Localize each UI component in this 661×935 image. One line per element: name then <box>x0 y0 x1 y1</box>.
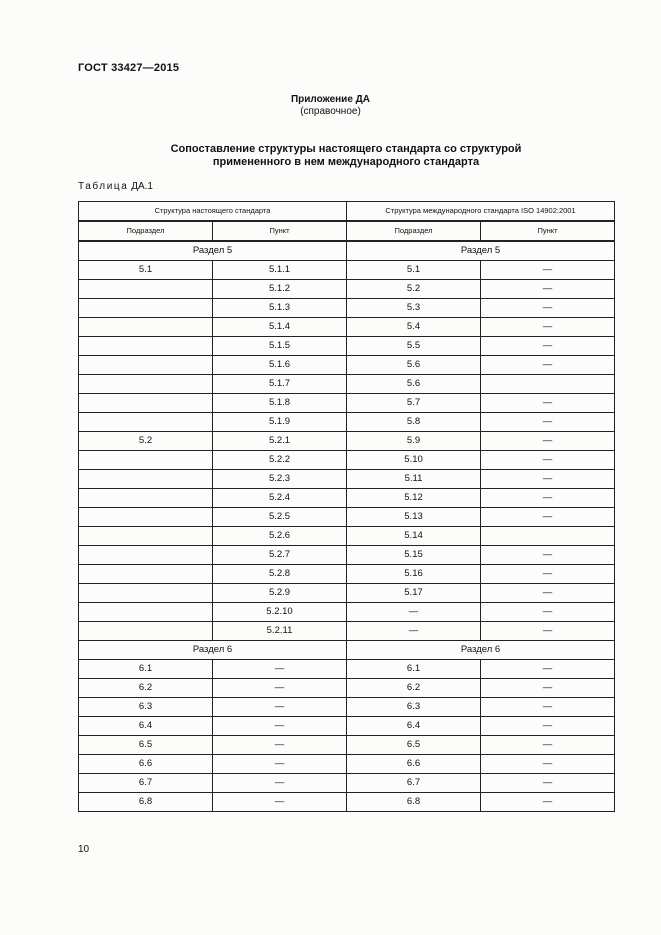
col-header-subsection: Подраздел <box>79 221 213 241</box>
cell-iso-item: — <box>481 280 615 299</box>
cell-item: 5.2.10 <box>213 603 347 622</box>
cell-subsection <box>79 413 213 432</box>
cell-iso-item <box>481 527 615 546</box>
cell-iso-item: — <box>481 736 615 755</box>
cell-iso-subsection: 5.5 <box>347 337 481 356</box>
cell-iso-subsection: 6.3 <box>347 698 481 717</box>
cell-item: 5.2.5 <box>213 508 347 527</box>
cell-iso-item: — <box>481 508 615 527</box>
cell-iso-subsection: 5.15 <box>347 546 481 565</box>
cell-subsection <box>79 280 213 299</box>
table-row <box>79 280 615 299</box>
cell-item: 5.2.3 <box>213 470 347 489</box>
heading-line-1: Сопоставление структуры настоящего стандарта со структурой <box>170 143 522 155</box>
cell-iso-item: — <box>481 698 615 717</box>
table-row <box>79 774 615 793</box>
cell-subsection <box>79 299 213 318</box>
table-row <box>79 584 615 603</box>
cell-subsection: 6.2 <box>79 679 213 698</box>
section-5-right: Раздел 5 <box>347 241 615 261</box>
cell-item: 5.2.8 <box>213 565 347 584</box>
cell-iso-subsection: 6.4 <box>347 717 481 736</box>
cell-subsection: 6.8 <box>79 793 213 812</box>
cell-subsection <box>79 318 213 337</box>
col-group-left: Структура настоящего стандарта <box>79 202 347 222</box>
cell-subsection <box>79 527 213 546</box>
cell-item: 5.2.11 <box>213 622 347 641</box>
cell-item: 5.2.4 <box>213 489 347 508</box>
cell-iso-subsection: 5.6 <box>347 375 481 394</box>
cell-iso-item: — <box>481 299 615 318</box>
standard-id: ГОСТ 33427—2015 <box>78 62 180 74</box>
table-row <box>79 375 615 394</box>
annex-type: (справочное) <box>300 106 361 117</box>
cell-iso-subsection: 6.8 <box>347 793 481 812</box>
annex-header <box>0 94 661 118</box>
cell-subsection <box>79 584 213 603</box>
cell-item: 5.2.1 <box>213 432 347 451</box>
cell-subsection <box>79 565 213 584</box>
section-5-left: Раздел 5 <box>79 241 347 261</box>
cell-iso-subsection: 6.5 <box>347 736 481 755</box>
cell-iso-item: — <box>481 565 615 584</box>
table-group-header-row <box>79 202 615 222</box>
table-column-header-row <box>79 221 615 241</box>
cell-iso-item: — <box>481 489 615 508</box>
cell-iso-subsection: 5.11 <box>347 470 481 489</box>
cell-subsection <box>79 508 213 527</box>
cell-iso-subsection: 5.10 <box>347 451 481 470</box>
cell-iso-subsection: 5.6 <box>347 356 481 375</box>
table-row <box>79 413 615 432</box>
comparison-table-body <box>79 202 615 812</box>
cell-iso-subsection: 5.14 <box>347 527 481 546</box>
cell-iso-subsection: 5.3 <box>347 299 481 318</box>
cell-item: 5.1.8 <box>213 394 347 413</box>
table-row <box>79 337 615 356</box>
cell-iso-subsection: 5.1 <box>347 261 481 280</box>
table-row <box>79 717 615 736</box>
table-row <box>79 451 615 470</box>
cell-iso-subsection: 5.8 <box>347 413 481 432</box>
cell-item: 5.2.9 <box>213 584 347 603</box>
cell-iso-subsection: 6.6 <box>347 755 481 774</box>
cell-item: 5.1.9 <box>213 413 347 432</box>
table-row <box>79 622 615 641</box>
cell-iso-subsection: 5.13 <box>347 508 481 527</box>
cell-item: 5.1.6 <box>213 356 347 375</box>
col-header-item: Пункт <box>213 221 347 241</box>
cell-iso-subsection: 5.4 <box>347 318 481 337</box>
annex-heading <box>0 143 661 169</box>
cell-item: 5.1.3 <box>213 299 347 318</box>
cell-item: — <box>213 755 347 774</box>
table-row <box>79 489 615 508</box>
cell-iso-subsection: 6.2 <box>347 679 481 698</box>
table-row <box>79 793 615 812</box>
cell-item: — <box>213 679 347 698</box>
cell-subsection <box>79 356 213 375</box>
cell-iso-subsection: 5.2 <box>347 280 481 299</box>
table-row <box>79 470 615 489</box>
cell-item: 5.2.2 <box>213 451 347 470</box>
cell-iso-subsection: 5.12 <box>347 489 481 508</box>
cell-iso-item: — <box>481 622 615 641</box>
table-row <box>79 394 615 413</box>
cell-subsection <box>79 451 213 470</box>
cell-item: 5.1.7 <box>213 375 347 394</box>
table-row <box>79 736 615 755</box>
table-row <box>79 527 615 546</box>
table-caption <box>78 181 153 192</box>
cell-iso-item: — <box>481 660 615 679</box>
cell-iso-item: — <box>481 432 615 451</box>
cell-iso-subsection: — <box>347 603 481 622</box>
cell-subsection <box>79 337 213 356</box>
cell-iso-item: — <box>481 261 615 280</box>
col-group-right: Структура международного стандарта ISO 14902:2001 <box>347 202 615 222</box>
cell-subsection <box>79 489 213 508</box>
cell-iso-item: — <box>481 451 615 470</box>
cell-subsection: 6.4 <box>79 717 213 736</box>
cell-iso-subsection: 6.7 <box>347 774 481 793</box>
table-caption-id: ДА.1 <box>131 181 153 192</box>
comparison-table <box>78 201 615 812</box>
cell-item: 5.2.7 <box>213 546 347 565</box>
cell-subsection: 6.7 <box>79 774 213 793</box>
cell-subsection <box>79 470 213 489</box>
cell-item: — <box>213 774 347 793</box>
table-row <box>79 356 615 375</box>
table-row <box>79 565 615 584</box>
cell-item: 5.1.5 <box>213 337 347 356</box>
col-header-subsection-iso: Подраздел <box>347 221 481 241</box>
cell-iso-item: — <box>481 679 615 698</box>
cell-item: — <box>213 736 347 755</box>
cell-iso-subsection: 5.9 <box>347 432 481 451</box>
cell-iso-subsection: 5.17 <box>347 584 481 603</box>
cell-iso-item: — <box>481 717 615 736</box>
table-row <box>79 679 615 698</box>
table-row <box>79 299 615 318</box>
cell-subsection <box>79 603 213 622</box>
table-row <box>79 508 615 527</box>
section-6-left: Раздел 6 <box>79 641 347 660</box>
cell-iso-subsection: — <box>347 622 481 641</box>
cell-iso-item: — <box>481 603 615 622</box>
cell-subsection <box>79 622 213 641</box>
cell-item: 5.2.6 <box>213 527 347 546</box>
cell-subsection <box>79 394 213 413</box>
cell-item: 5.1.2 <box>213 280 347 299</box>
cell-item: 5.1.4 <box>213 318 347 337</box>
cell-subsection: 6.6 <box>79 755 213 774</box>
col-header-item-iso: Пункт <box>481 221 615 241</box>
cell-item: — <box>213 793 347 812</box>
cell-item: — <box>213 717 347 736</box>
cell-iso-item: — <box>481 584 615 603</box>
table-row <box>79 546 615 565</box>
cell-item: — <box>213 698 347 717</box>
cell-iso-item <box>481 375 615 394</box>
cell-item: — <box>213 660 347 679</box>
cell-subsection: 5.2 <box>79 432 213 451</box>
cell-subsection: 6.3 <box>79 698 213 717</box>
cell-iso-item: — <box>481 755 615 774</box>
cell-iso-item: — <box>481 546 615 565</box>
table-row <box>79 603 615 622</box>
section-6-right: Раздел 6 <box>347 641 615 660</box>
table-caption-word: Таблица <box>78 181 129 192</box>
page-number: 10 <box>78 844 90 855</box>
table-row <box>79 698 615 717</box>
cell-iso-item: — <box>481 774 615 793</box>
section-6-row <box>79 641 615 660</box>
table-row <box>79 318 615 337</box>
cell-item: 5.1.1 <box>213 261 347 280</box>
table-row <box>79 261 615 280</box>
cell-iso-item: — <box>481 394 615 413</box>
cell-subsection: 5.1 <box>79 261 213 280</box>
cell-iso-item: — <box>481 337 615 356</box>
cell-iso-item: — <box>481 356 615 375</box>
cell-subsection <box>79 375 213 394</box>
cell-subsection: 6.1 <box>79 660 213 679</box>
heading-line-2: примененного в нем международного стандарта <box>212 156 480 168</box>
cell-iso-item: — <box>481 413 615 432</box>
cell-iso-subsection: 5.16 <box>347 565 481 584</box>
cell-iso-item: — <box>481 470 615 489</box>
table-row <box>79 660 615 679</box>
cell-iso-subsection: 6.1 <box>347 660 481 679</box>
cell-iso-item: — <box>481 793 615 812</box>
table-row <box>79 755 615 774</box>
cell-iso-subsection: 5.7 <box>347 394 481 413</box>
cell-subsection <box>79 546 213 565</box>
annex-title: Приложение ДА <box>290 94 371 105</box>
cell-iso-item: — <box>481 318 615 337</box>
cell-subsection: 6.5 <box>79 736 213 755</box>
section-5-row <box>79 241 615 261</box>
table-row <box>79 432 615 451</box>
